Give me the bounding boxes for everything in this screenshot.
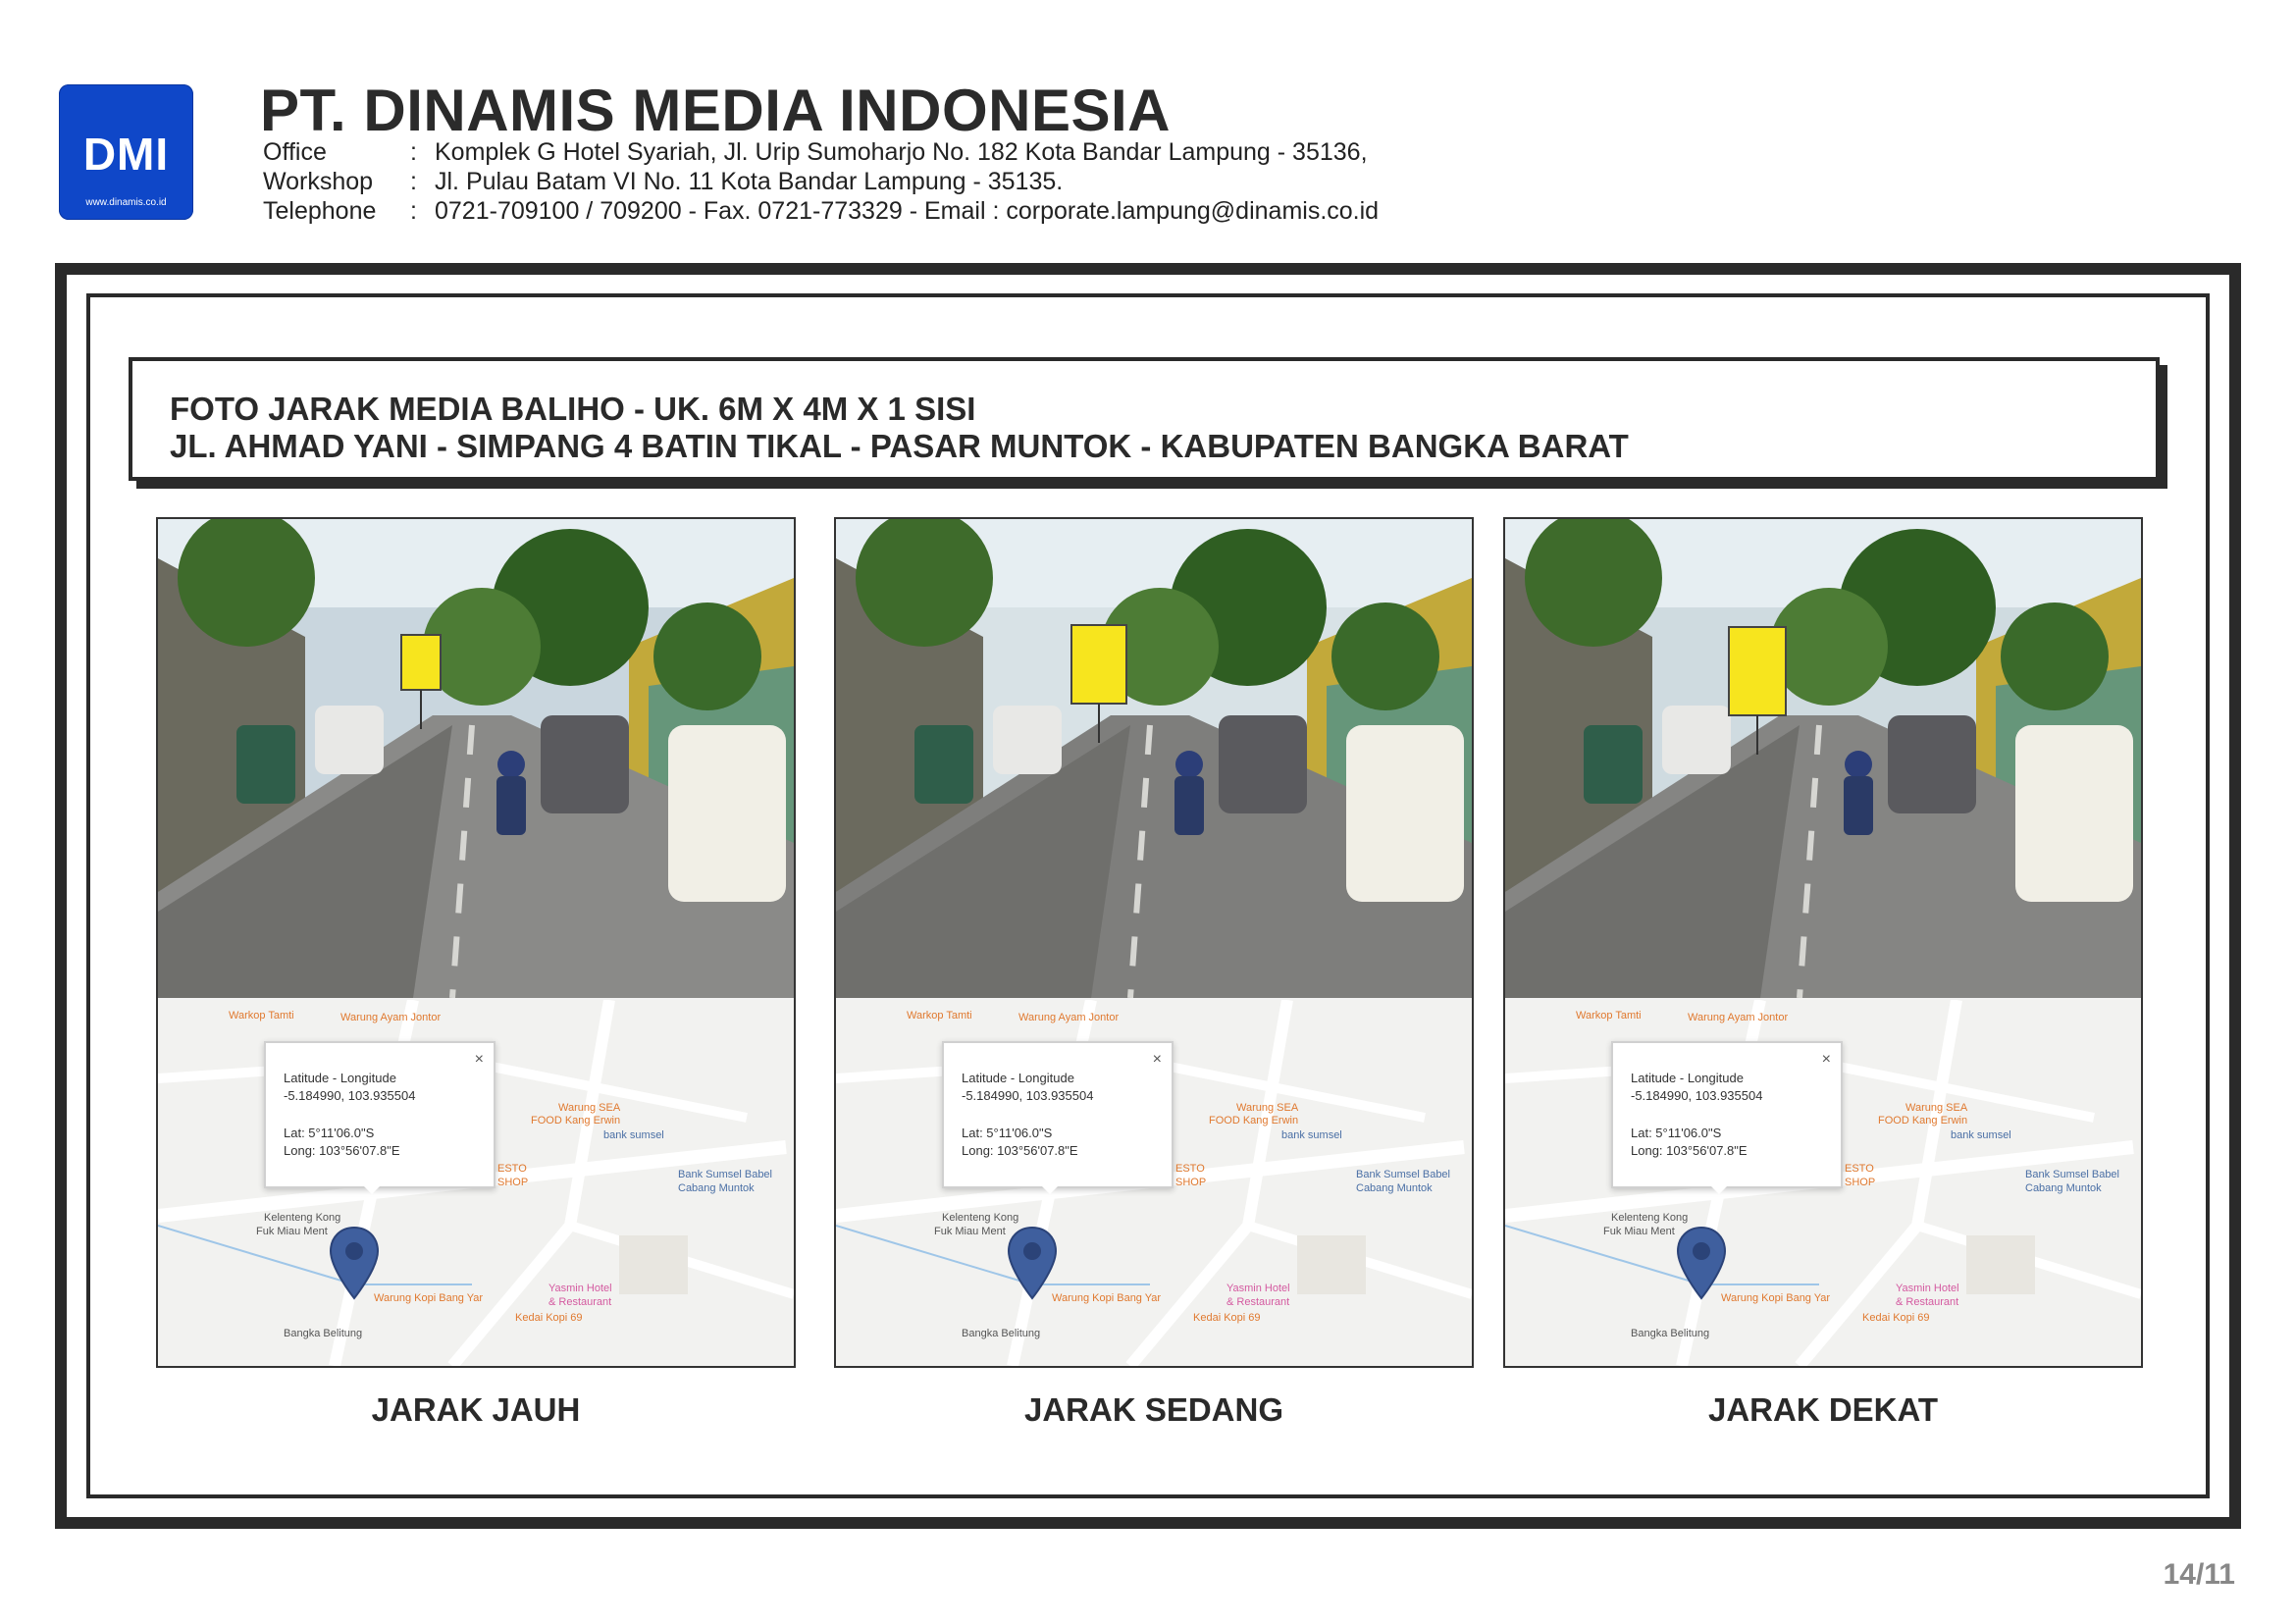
info-long: Long: 103°56'07.8"E	[284, 1143, 400, 1158]
close-icon[interactable]: ×	[1152, 1051, 1162, 1068]
caption-jarak-dekat: JARAK DEKAT	[1707, 1391, 1939, 1428]
map-label: ESTO	[1175, 1163, 1205, 1175]
map-label: Yasmin Hotel	[1896, 1283, 1959, 1294]
map-label: & Restaurant	[548, 1296, 612, 1308]
map-label: SHOP	[1175, 1177, 1207, 1188]
location-map	[158, 1000, 794, 1366]
map-label: Warung SEA	[558, 1102, 621, 1114]
map-label: Kedai Kopi 69	[515, 1312, 583, 1324]
map-label: Warung Kopi Bang Yar	[1721, 1292, 1831, 1304]
info-coords: -5.184990, 103.935504	[1631, 1088, 1763, 1103]
close-icon[interactable]: ×	[474, 1051, 484, 1068]
address-value: Komplek G Hotel Syariah, Jl. Urip Sumoharjo No. 182 Kota Bandar Lampung - 35136,	[435, 138, 1368, 166]
address-colon: :	[410, 168, 417, 195]
info-lat: Lat: 5°11'06.0"S	[284, 1126, 375, 1140]
caption-jarak-sedang: JARAK SEDANG	[1023, 1391, 1284, 1428]
title-line-2: JL. AHMAD YANI - SIMPANG 4 BATIN TIKAL - PASAR MUNTOK - KABUPATEN BANGKA BARAT	[170, 428, 1629, 464]
caption-jarak-jauh: JARAK JAUH	[371, 1391, 581, 1428]
map-label: Kedai Kopi 69	[1862, 1312, 1930, 1324]
map-label: Bank Sumsel Babel	[1356, 1169, 1450, 1180]
map-label: Kelenteng Kong	[942, 1212, 1019, 1224]
panel-jarak-dekat	[1503, 517, 2143, 1368]
map-label: Bank Sumsel Babel	[678, 1169, 772, 1180]
address-key: Workshop	[263, 168, 374, 195]
map-label: Fuk Miau Ment	[256, 1226, 328, 1237]
map-label: ESTO	[1845, 1163, 1874, 1175]
address-key: Office	[263, 138, 327, 166]
map-label: ESTO	[497, 1163, 527, 1175]
street-photo	[158, 519, 794, 998]
map-label: Fuk Miau Ment	[1603, 1226, 1675, 1237]
map-label: Fuk Miau Ment	[934, 1226, 1006, 1237]
company-name: PT. DINAMIS MEDIA INDONESIA	[260, 78, 1172, 143]
map-label: FOOD Kang Erwin	[531, 1115, 621, 1126]
address-row-workshop	[263, 167, 1379, 196]
map-label: Yasmin Hotel	[1226, 1283, 1290, 1294]
map-label: bank sumsel	[603, 1129, 664, 1141]
map-label: Warung Kopi Bang Yar	[374, 1292, 484, 1304]
map-label: FOOD Kang Erwin	[1209, 1115, 1299, 1126]
map-info-window	[1611, 1041, 1843, 1188]
map-label: Cabang Muntok	[1356, 1182, 1433, 1194]
info-heading: Latitude - Longitude	[1631, 1071, 1744, 1085]
address-key: Telephone	[263, 197, 377, 225]
panel-jarak-jauh	[156, 517, 796, 1368]
map-pin-icon	[1676, 1226, 1727, 1300]
map-label: FOOD Kang Erwin	[1878, 1115, 1968, 1126]
location-map	[836, 1000, 1472, 1366]
address-block	[263, 137, 1379, 226]
title-line-1: FOTO JARAK MEDIA BALIHO - UK. 6M X 4M X 1 SISI	[170, 391, 976, 427]
address-colon: :	[410, 197, 417, 225]
logo-text: DMI	[82, 129, 170, 180]
map-label: Kelenteng Kong	[264, 1212, 341, 1224]
map-pin-icon	[1007, 1226, 1058, 1300]
map-pin-icon	[329, 1226, 380, 1300]
map-label: Warung Ayam Jontor	[1018, 1012, 1120, 1023]
map-label: Cabang Muntok	[678, 1182, 755, 1194]
map-label: bank sumsel	[1281, 1129, 1342, 1141]
address-value: 0721-709100 / 709200 - Fax. 0721-773329 - Email : corporate.lampung@dinamis.co.id	[435, 197, 1380, 225]
info-coords: -5.184990, 103.935504	[284, 1088, 416, 1103]
map-label: Warung SEA	[1905, 1102, 1968, 1114]
address-colon: :	[410, 138, 417, 166]
map-label: Kedai Kopi 69	[1193, 1312, 1261, 1324]
map-label: Warkop Tamti	[907, 1010, 972, 1022]
location-map	[1505, 1000, 2141, 1366]
address-row-telephone	[263, 196, 1379, 226]
map-label: Warkop Tamti	[229, 1010, 294, 1022]
map-label: Warung SEA	[1236, 1102, 1299, 1114]
map-label: Warung Kopi Bang Yar	[1052, 1292, 1162, 1304]
map-label: bank sumsel	[1951, 1129, 2011, 1141]
map-label: Warkop Tamti	[1576, 1010, 1642, 1022]
page-number: 14/11	[2163, 1558, 2235, 1591]
address-row-office	[263, 137, 1379, 167]
map-label: Warung Ayam Jontor	[1688, 1012, 1789, 1023]
street-photo	[1505, 519, 2141, 998]
map-label: Bangka Belitung	[1631, 1328, 1710, 1339]
map-label: & Restaurant	[1896, 1296, 1959, 1308]
info-coords: -5.184990, 103.935504	[962, 1088, 1094, 1103]
info-heading: Latitude - Longitude	[284, 1071, 396, 1085]
map-label: Yasmin Hotel	[548, 1283, 612, 1294]
map-info-window	[942, 1041, 1174, 1188]
address-value: Jl. Pulau Batam VI No. 11 Kota Bandar Lampung - 35135.	[435, 168, 1064, 195]
street-photo	[836, 519, 1472, 998]
info-lat: Lat: 5°11'06.0"S	[962, 1126, 1053, 1140]
panel-jarak-sedang	[834, 517, 1474, 1368]
map-label: SHOP	[497, 1177, 529, 1188]
close-icon[interactable]: ×	[1821, 1051, 1831, 1068]
map-label: Warung Ayam Jontor	[340, 1012, 442, 1023]
map-info-window	[264, 1041, 496, 1188]
info-lat: Lat: 5°11'06.0"S	[1631, 1126, 1722, 1140]
info-heading: Latitude - Longitude	[962, 1071, 1074, 1085]
title-box	[129, 357, 2160, 481]
info-long: Long: 103°56'07.8"E	[962, 1143, 1078, 1158]
map-label: SHOP	[1845, 1177, 1876, 1188]
company-logo	[59, 84, 193, 220]
logo-url: www.dinamis.co.id	[85, 197, 167, 208]
map-label: Bangka Belitung	[284, 1328, 363, 1339]
map-label: Kelenteng Kong	[1611, 1212, 1689, 1224]
map-label: Bangka Belitung	[962, 1328, 1041, 1339]
map-label: & Restaurant	[1226, 1296, 1290, 1308]
info-long: Long: 103°56'07.8"E	[1631, 1143, 1748, 1158]
map-label: Cabang Muntok	[2025, 1182, 2102, 1194]
map-label: Bank Sumsel Babel	[2025, 1169, 2119, 1180]
